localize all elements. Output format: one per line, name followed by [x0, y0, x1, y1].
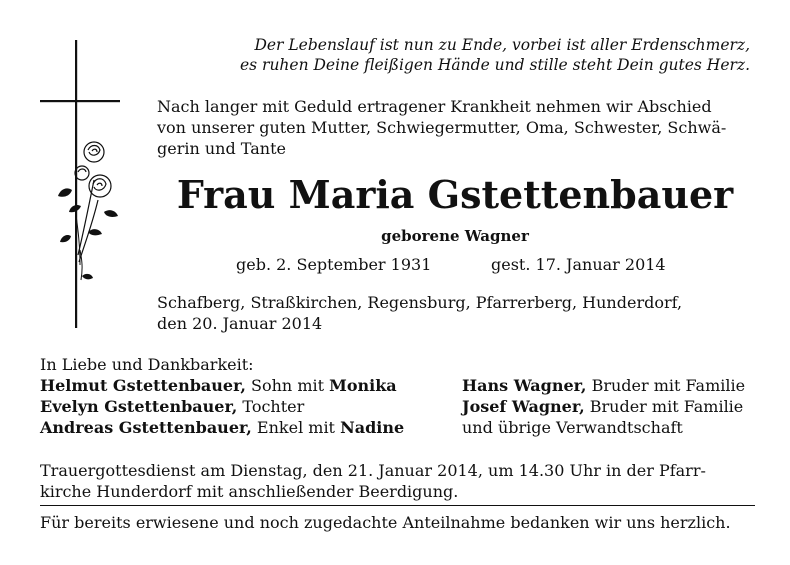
poem-line-1: Der Lebenslauf ist nun zu Ende, vorbei ist aller Erdenschmerz,: [254, 36, 750, 54]
cross-with-roses-icon: [36, 40, 126, 330]
intro-line-3: gerin und Tante: [157, 139, 286, 158]
birth-date: geb. 2. September 1931: [236, 255, 432, 274]
mourner-relation: Bruder mit Familie: [586, 376, 746, 395]
death-date: gest. 17. Januar 2014: [491, 255, 666, 274]
mourner-name: Helmut Gstettenbauer,: [40, 376, 246, 395]
service-line-1: Trauergottesdienst am Dienstag, den 21. Januar 2014, um 14.30 Uhr in der Pfarr-: [40, 461, 706, 480]
thanks-line: Für bereits erwiesene und noch zugedachte Anteilnahme bedanken wir uns herzlich.: [40, 513, 731, 532]
mourner-relation: Bruder mit Familie: [584, 397, 744, 416]
mourner-right-2: [462, 396, 743, 417]
divider: [40, 505, 755, 506]
mourner-partner: Monika: [329, 376, 397, 395]
mourner-left-3: [40, 417, 404, 438]
mourner-name: Hans Wagner,: [462, 376, 587, 395]
mourner-relation: Tochter: [237, 397, 305, 416]
mourner-partner: Nadine: [340, 418, 405, 437]
intro-line-2: von unserer guten Mutter, Schwiegermutter, Oma, Schwester, Schwä-: [157, 118, 727, 137]
mourner-name: Andreas Gstettenbauer,: [40, 418, 252, 437]
maiden-name: geborene Wagner: [381, 227, 529, 245]
mourner-name: Evelyn Gstettenbauer,: [40, 397, 238, 416]
mourner-left-2: [40, 396, 304, 417]
deceased-name: Frau Maria Gstettenbauer: [176, 172, 734, 217]
mourner-relation: Enkel mit: [251, 418, 341, 437]
mourner-left-1: [40, 375, 397, 396]
intro-line-1: Nach langer mit Geduld ertragener Krankheit nehmen wir Abschied: [157, 97, 712, 116]
service-line-2: kirche Hunderdorf mit anschließender Beerdigung.: [40, 482, 459, 501]
places-line-2: den 20. Januar 2014: [157, 314, 323, 333]
mourner-name: Josef Wagner,: [462, 397, 585, 416]
places-line-1: Schafberg, Straßkirchen, Regensburg, Pfarrerberg, Hunderdorf,: [157, 293, 683, 312]
poem-line-2: es ruhen Deine fleißigen Hände und stille steht Dein gutes Herz.: [239, 56, 750, 74]
mourner-relation: und übrige Verwandtschaft: [462, 418, 683, 437]
mourner-right-3: [462, 417, 683, 438]
mourners-heading: In Liebe und Dankbarkeit:: [40, 355, 254, 374]
mourner-right-1: [462, 375, 745, 396]
mourner-relation: Sohn mit: [245, 376, 330, 395]
